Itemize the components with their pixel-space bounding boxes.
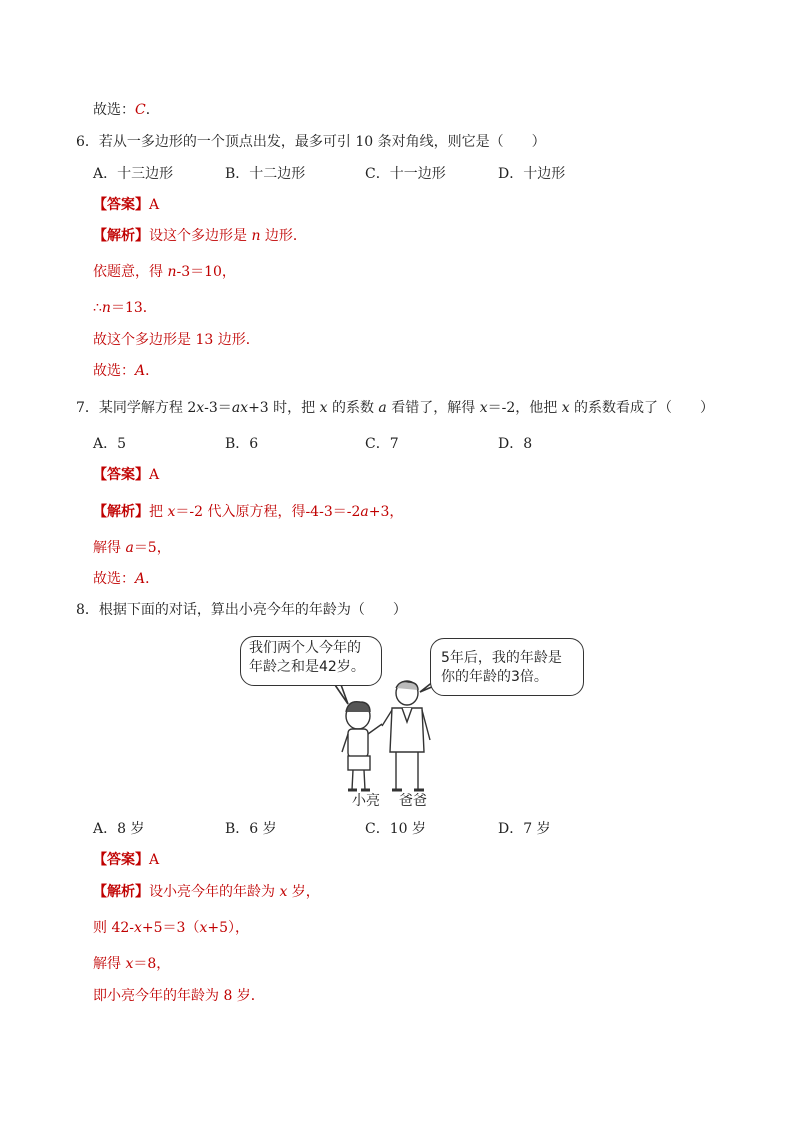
q8-option-c: C．10 岁 [365,821,426,837]
text: +3， [368,504,404,520]
variable: a [378,400,387,416]
bubble-line: 5年后，我的年龄是 [441,650,562,666]
q6-option-a: A．十三边形 [93,166,174,182]
q8-illustration [230,630,590,810]
text: 故选： [93,363,135,379]
text: 设这个多边形是 [149,228,252,244]
analysis-tag: 【解析】 [93,228,149,244]
prev-answer-line [93,101,160,119]
text: ． [145,363,160,379]
q6-answer [93,196,159,214]
left-speech-bubble [240,636,382,686]
q7-option-a: A．5 [93,436,127,452]
q8-option-d: D．7 岁 [498,821,551,837]
text: +3 时，把 [248,400,320,416]
text: +5＝3（ [141,920,200,936]
q6-stem: 6．若从一多边形的一个顶点出发，最多可引 10 条对角线，则它是（ ） [76,134,546,150]
q7-option-d: D．8 [498,436,533,452]
bubble-line: 你的年龄的3倍。 [441,669,548,685]
analysis-tag: 【解析】 [93,884,149,900]
text: 解得 [93,540,126,556]
q7-option-c: C．7 [365,436,399,452]
variable: x [319,400,328,416]
text: 边形． [260,228,307,244]
variable: n [251,228,261,244]
q6-analysis-4: 故这个多边形是 13 边形． [93,332,260,348]
bubble-line: 年龄之和是42岁。 [249,659,365,675]
variable: x [125,956,134,972]
dad-figure [382,681,430,790]
variable: x [199,920,208,936]
variable: a [360,504,369,520]
q6-analysis-2 [93,263,236,281]
answer-value: A [135,363,146,379]
text: ＝-2，他把 [487,400,562,416]
boy-figure [342,702,382,790]
variable: x [279,884,288,900]
text: 岁， [287,884,320,900]
q8-option-a: A．8 岁 [93,821,145,837]
q8-analysis-3 [93,955,170,973]
text: 则 42- [93,920,134,936]
bubble-line: 我们两个人今年的 [249,640,361,656]
answer-tag: 【答案】 [93,852,149,868]
q8-analysis-1 [93,883,320,901]
q8-analysis-2 [93,919,249,937]
q6-analysis-1 [93,227,307,245]
variable: n [167,264,177,280]
q8-answer [93,851,159,869]
variable: x [196,400,205,416]
q7-option-b: B．6 [225,436,259,452]
q6-option-b: B．十二边形 [225,166,306,182]
q7-analysis-1 [93,503,403,521]
variable: x [561,400,570,416]
text: ＝13． [110,300,157,316]
text: ＝8， [133,956,171,972]
answer-value: A [149,197,160,213]
q8-option-b: B．6 岁 [225,821,277,837]
right-speech-bubble [430,638,584,696]
q7-stem [76,399,714,417]
q7-analysis-2 [93,539,171,557]
text: 依题意，得 [93,264,168,280]
q6-option-c: C．十一边形 [365,166,446,182]
q6-analysis-5 [93,362,159,380]
text: -3＝ [204,400,232,416]
q7-analysis-3 [93,570,159,588]
q7-answer [93,466,159,484]
answer-prefix: 故选： [93,102,135,118]
text: 7．某同学解方程 2 [76,400,197,416]
answer-value: A [149,852,160,868]
text: ． [145,571,160,587]
variable: x [479,400,488,416]
answer-value: C [135,102,146,118]
q8-stem: 8．根据下面的对话，算出小亮今年的年龄为（ ） [76,602,407,618]
text: 故选： [93,571,135,587]
therefore-symbol: ∴ [93,300,102,316]
text: ＝5， [133,540,171,556]
variable: n [101,300,111,316]
text: -3＝10， [176,264,236,280]
variable: x [134,920,142,936]
q6-analysis-3 [93,299,157,317]
variable: x [167,504,176,520]
text: 的系数 [327,400,379,416]
answer-tag: 【答案】 [93,197,149,213]
text: 看错了，解得 [386,400,480,416]
text: 设小亮今年的年龄为 [149,884,280,900]
answer-value: A [149,467,160,483]
variable: a [125,540,134,556]
text: 的系数看成了（ ） [569,400,715,416]
label-dad: 爸爸 [399,793,427,809]
text: 解得 [93,956,126,972]
label-boy: 小亮 [352,793,380,809]
text: 把 [149,504,168,520]
text: +5）， [207,920,249,936]
variable: ax [231,400,249,416]
answer-suffix: ． [145,102,160,118]
answer-value: A [135,571,146,587]
text: ＝-2 代入原方程，得-4-3＝-2 [175,504,361,520]
q8-analysis-4: 即小亮今年的年龄为 8 岁． [93,988,265,1004]
q6-option-d: D．十边形 [498,166,566,182]
answer-tag: 【答案】 [93,467,149,483]
analysis-tag: 【解析】 [93,504,149,520]
